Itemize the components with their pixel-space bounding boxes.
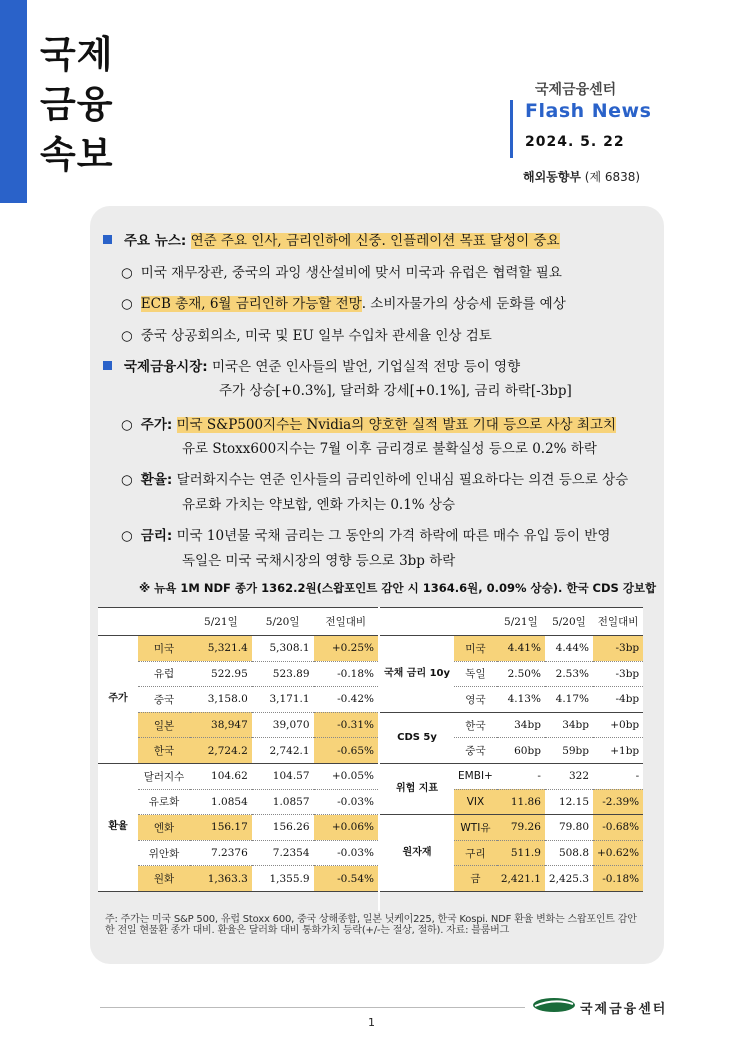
value-cell: 7.2376	[190, 840, 252, 866]
value-cell: -	[497, 763, 545, 789]
row-label: 유로화	[138, 789, 190, 815]
value-cell: 1.0854	[190, 789, 252, 815]
fx-item: ○ 환율: 달러화지수는 연준 인사들의 금리인하에 인내심 필요하다는 의견 등으로 상승	[121, 472, 629, 488]
news-headline	[103, 229, 560, 249]
value-cell: 522.95	[190, 661, 252, 687]
market-summary: 국제금융시장: 미국은 연준 인사들의 발언, 기업실적 전망 등이 영향	[103, 355, 520, 375]
value-cell: 2.50%	[497, 661, 545, 687]
circle-bullet-icon: ○	[121, 528, 133, 544]
table-row	[98, 763, 378, 789]
market-summary-line2: 주가 상승[+0.3%], 달러화 강세[+0.1%], 금리 하락[-3bp]	[219, 383, 572, 399]
change-cell: +0.05%	[314, 763, 378, 789]
row-label: 구리	[454, 840, 497, 866]
table-header-row: 5/21일 5/20일 전일대비	[380, 608, 643, 636]
row-label: 위안화	[138, 840, 190, 866]
change-cell: -3bp	[593, 661, 643, 687]
value-cell: 79.80	[545, 815, 593, 841]
table-row	[98, 687, 378, 713]
table-header-row: 5/21일 5/20일 전일대비	[98, 608, 378, 636]
table-row	[380, 815, 643, 841]
table-row	[98, 789, 378, 815]
change-cell: +0bp	[593, 712, 643, 738]
table-row	[380, 636, 643, 662]
circle-bullet-icon: ○	[121, 328, 133, 344]
news-item: ○ ECB 총재, 6월 금리인하 가능할 전망. 소비자물가의 상승세 둔화를 예상	[121, 296, 566, 312]
footer-org-name: 국제금융센터	[580, 1002, 668, 1017]
change-cell: -4bp	[593, 687, 643, 713]
value-cell: 2,421.1	[497, 866, 545, 892]
title-line: 속보	[40, 133, 114, 176]
row-label: 원화	[138, 866, 190, 892]
change-cell: -0.65%	[314, 738, 378, 764]
bullet-square-icon	[103, 235, 112, 244]
rate-item: ○ 금리: 미국 10년물 국채 금리는 그 동안의 가격 하락에 따른 매수 유입 등이 반영	[121, 528, 611, 544]
footnote: 주: 주가는 미국 S&P 500, 유럽 Stoxx 600, 중국 상해종합, 일본 닛케이225, 한국 Kospi. NDF 환율 변화는 스왑포인트 감안한 전일 현물환 종가 대비. 환율은 달러화 대비 통화가치 등락(+/-는 절상, 절하). 자료: 블룸버그	[105, 914, 637, 936]
table-row	[98, 661, 378, 687]
row-group-label: 환율	[98, 763, 138, 891]
news-item: ○ 미국 재무장관, 중국의 과잉 생산설비에 맞서 미국과 유럽은 협력할 필요	[121, 265, 562, 281]
row-label: 금	[454, 866, 497, 892]
value-cell: 1,363.3	[190, 866, 252, 892]
row-label: 한국	[454, 712, 497, 738]
row-label: 일본	[138, 712, 190, 738]
title-line: 국제	[40, 33, 114, 76]
value-cell: 156.26	[252, 815, 314, 841]
value-cell: 38,947	[190, 712, 252, 738]
table-row	[98, 866, 378, 892]
market-table-right	[380, 607, 643, 892]
table-row	[380, 712, 643, 738]
value-cell: 523.89	[252, 661, 314, 687]
value-cell: 34bp	[497, 712, 545, 738]
rate-sub: 독일은 미국 국채시장의 영향 등으로 3bp 하락	[182, 553, 456, 569]
value-cell: 2,724.2	[190, 738, 252, 764]
value-cell: 104.62	[190, 763, 252, 789]
stock-sub: 유로 Stoxx600지수는 7월 이후 금리경로 불확실성 등으로 0.2% 하락	[182, 441, 597, 457]
value-cell: 511.9	[497, 840, 545, 866]
value-cell: 60bp	[497, 738, 545, 764]
circle-bullet-icon: ○	[121, 472, 133, 488]
change-cell: +0.06%	[314, 815, 378, 841]
row-group-label: CDS 5y	[380, 712, 454, 763]
row-label: EMBI+	[454, 763, 497, 789]
value-cell: 4.13%	[497, 687, 545, 713]
circle-bullet-icon: ○	[121, 265, 133, 281]
value-cell: 5,308.1	[252, 636, 314, 662]
issue-date: 2024. 5. 22	[525, 134, 625, 150]
change-cell: +1bp	[593, 738, 643, 764]
row-label: WTI유	[454, 815, 497, 841]
row-group-label: 위험 지표	[380, 763, 454, 814]
row-label: 영국	[454, 687, 497, 713]
dept-line	[523, 168, 640, 185]
value-cell: 39,070	[252, 712, 314, 738]
circle-bullet-icon: ○	[121, 417, 133, 433]
center-name: 국제금융센터	[535, 82, 617, 98]
value-cell: 156.17	[190, 815, 252, 841]
change-cell: -0.54%	[314, 866, 378, 892]
row-label: 중국	[138, 687, 190, 713]
kcif-logo-icon	[532, 996, 576, 1014]
value-cell: 3,158.0	[190, 687, 252, 713]
table-row	[98, 840, 378, 866]
flash-news-label: Flash News	[525, 100, 652, 122]
row-label: 미국	[138, 636, 190, 662]
table-row	[98, 636, 378, 662]
change-cell: -0.18%	[314, 661, 378, 687]
change-cell: -0.68%	[593, 815, 643, 841]
table-row	[98, 712, 378, 738]
value-cell: 1.0857	[252, 789, 314, 815]
value-cell: 3,171.1	[252, 687, 314, 713]
fx-sub: 유로화 가치는 약보합, 엔화 가치는 0.1% 상승	[182, 497, 455, 513]
change-cell: -0.18%	[593, 866, 643, 892]
news-label: 주요 뉴스:	[124, 233, 187, 249]
change-cell: -0.03%	[314, 840, 378, 866]
value-cell: 4.44%	[545, 636, 593, 662]
title-line: 금융	[40, 83, 114, 126]
change-cell: +0.25%	[314, 636, 378, 662]
value-cell: 104.57	[252, 763, 314, 789]
bullet-square-icon	[103, 361, 112, 370]
value-cell: 12.15	[545, 789, 593, 815]
market-table-left	[98, 607, 378, 892]
value-cell: 79.26	[497, 815, 545, 841]
table-row	[98, 738, 378, 764]
row-label: 독일	[454, 661, 497, 687]
change-cell: -3bp	[593, 636, 643, 662]
row-group-label: 원자재	[380, 815, 454, 892]
stock-item: ○ 주가: 미국 S&P500지수는 Nvidia의 양호한 실적 발표 기대 등으로 사상 최고치	[121, 417, 617, 433]
change-cell: +0.62%	[593, 840, 643, 866]
circle-bullet-icon: ○	[121, 296, 133, 312]
table-row	[98, 815, 378, 841]
row-label: 엔화	[138, 815, 190, 841]
value-cell: 2,742.1	[252, 738, 314, 764]
value-cell: 2,425.3	[545, 866, 593, 892]
row-label: 중국	[454, 738, 497, 764]
value-cell: 322	[545, 763, 593, 789]
table-row	[380, 763, 643, 789]
row-label: VIX	[454, 789, 497, 815]
value-cell: 4.41%	[497, 636, 545, 662]
value-cell: 508.8	[545, 840, 593, 866]
change-cell: -0.31%	[314, 712, 378, 738]
row-group-label: 주가	[98, 636, 138, 764]
value-cell: 2.53%	[545, 661, 593, 687]
dept-name: 해외동향부	[523, 170, 581, 184]
market-label: 국제금융시장:	[124, 359, 208, 375]
news-item: ○ 중국 상공회의소, 미국 및 EU 일부 수입차 관세율 인상 검토	[121, 328, 492, 344]
change-cell: -2.39%	[593, 789, 643, 815]
issue-number: (제 6838)	[584, 170, 641, 184]
footer-rule	[100, 1007, 525, 1008]
value-cell: 11.86	[497, 789, 545, 815]
flash-news-block	[510, 100, 651, 158]
change-cell: -	[593, 763, 643, 789]
value-cell: 4.17%	[545, 687, 593, 713]
value-cell: 7.2354	[252, 840, 314, 866]
ndf-note: ※ 뉴욕 1M NDF 종가 1362.2원(스왑포인트 감안 시 1364.6원, 0.09% 상승). 한국 CDS 강보합	[139, 581, 657, 595]
page-title	[40, 30, 113, 180]
side-accent-bar	[0, 0, 27, 203]
page-number: 1	[368, 1016, 375, 1029]
value-cell: 1,355.9	[252, 866, 314, 892]
value-cell: 59bp	[545, 738, 593, 764]
row-label: 미국	[454, 636, 497, 662]
news-headline-text: 연준 주요 인사, 금리인하에 신중. 인플레이션 목표 달성이 중요	[190, 233, 560, 249]
value-cell: 5,321.4	[190, 636, 252, 662]
row-label: 한국	[138, 738, 190, 764]
change-cell: -0.42%	[314, 687, 378, 713]
row-label: 달러지수	[138, 763, 190, 789]
row-group-label: 국채 금리 10y	[380, 636, 454, 713]
change-cell: -0.03%	[314, 789, 378, 815]
value-cell: 34bp	[545, 712, 593, 738]
row-label: 유럽	[138, 661, 190, 687]
